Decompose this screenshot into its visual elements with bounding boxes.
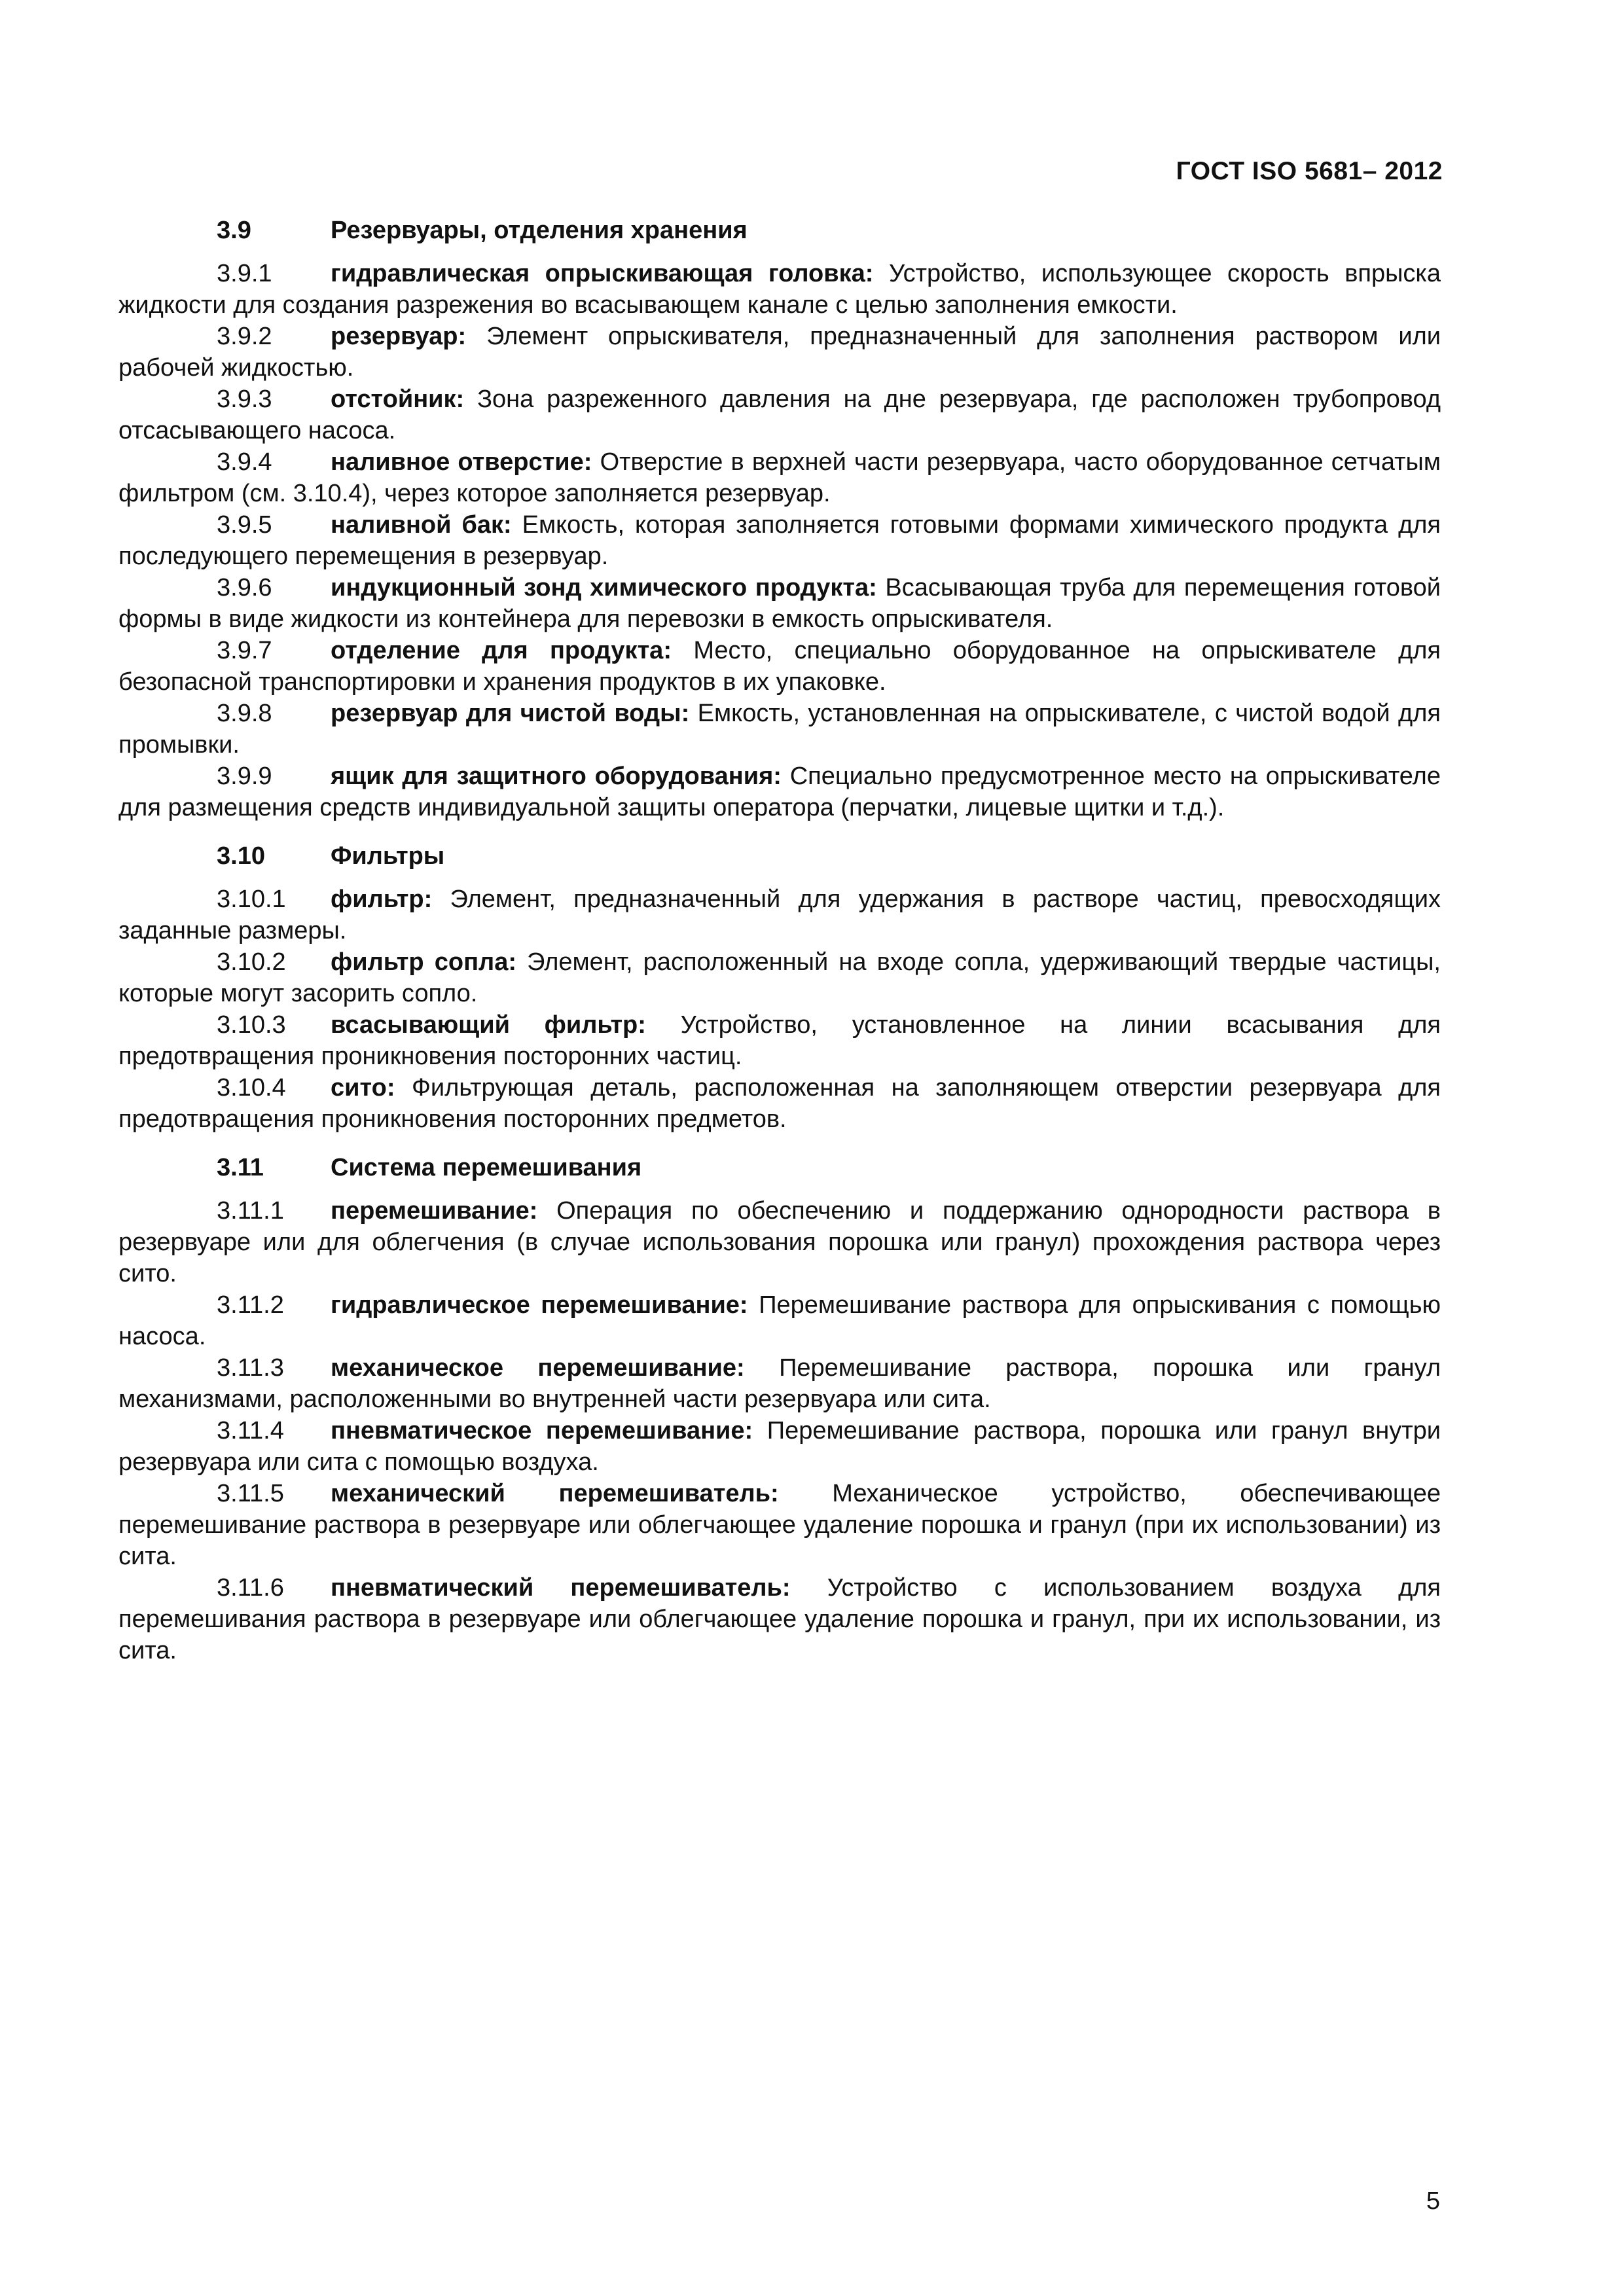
definition-entry [118, 1415, 1441, 1478]
entry-number: 3.11.4 [217, 1417, 284, 1444]
entry-term: механическое перемешивание: [331, 1354, 745, 1382]
entry-number: 3.9.2 [217, 323, 272, 350]
definition-entry [118, 884, 1441, 946]
entry-term: перемешивание: [331, 1197, 538, 1225]
definition-entry [118, 761, 1441, 823]
entry-term: индукционный зонд химического продукта: [331, 574, 877, 601]
entry-definition: Устройство с использованием воздуха для перемешивания раствора в резервуаре или облегчающее удаление порошка и гранул, при их использовании, из сита. [118, 1574, 1441, 1664]
entry-number: 3.9.1 [217, 260, 272, 287]
entry-number: 3.9.7 [217, 637, 272, 664]
entry-term: отделение для продукта: [331, 637, 672, 664]
entry-term: резервуар для чистой воды: [331, 700, 690, 727]
section-heading [118, 1152, 1441, 1183]
entry-definition: Перемешивание раствора для опрыскивания с помощью насоса. [118, 1291, 1441, 1350]
section-number: 3.11 [217, 1154, 264, 1181]
entry-number: 3.9.9 [217, 762, 272, 790]
definition-entry [118, 1478, 1441, 1572]
entry-number: 3.9.5 [217, 511, 272, 539]
page-number: 5 [1426, 2187, 1440, 2215]
entry-term: механический перемешиватель: [331, 1480, 779, 1507]
entry-definition: Элемент опрыскивателя, предназначенный для заполнения раствором или рабочей жидкостью. [118, 323, 1441, 382]
entry-number: 3.11.2 [217, 1291, 284, 1319]
entry-term: гидравлическое перемешивание: [331, 1291, 748, 1319]
entry-definition: Элемент, расположенный на входе сопла, удерживающий твердые частицы, которые могут засорить сопло. [118, 948, 1441, 1007]
sections-container [118, 215, 1441, 1666]
entry-number: 3.10.4 [217, 1074, 286, 1102]
section-number: 3.10 [217, 842, 265, 870]
entry-number: 3.11.5 [217, 1480, 284, 1507]
definition-entry [118, 384, 1441, 446]
entry-number: 3.9.6 [217, 574, 272, 601]
definition-entry [118, 1195, 1441, 1289]
definition-entry [118, 1289, 1441, 1352]
definition-entry [118, 446, 1441, 509]
definition-entry [118, 698, 1441, 761]
definition-entry [118, 258, 1441, 321]
entry-number: 3.10.2 [217, 948, 286, 976]
definition-entry [118, 1009, 1441, 1072]
definition-entry [118, 572, 1441, 635]
entry-term: фильтр сопла: [331, 948, 516, 976]
definition-entry [118, 509, 1441, 572]
section [118, 1152, 1441, 1666]
entry-number: 3.10.3 [217, 1011, 286, 1039]
entry-definition: Фильтрующая деталь, расположенная на заполняющем отверстии резервуара для предотвращения проникновения посторонних предметов. [118, 1074, 1441, 1133]
definition-entry [118, 1572, 1441, 1666]
entry-term: пневматическое перемешивание: [331, 1417, 753, 1444]
entry-term: сито: [331, 1074, 395, 1102]
document-code-header: ГОСТ ISO 5681– 2012 [1176, 157, 1443, 185]
entry-definition: Устройство, использующее скорость впрыска жидкости для создания разрежения во всасывающем канале с целью заполнения емкости. [118, 260, 1441, 319]
entry-definition: Всасывающая труба для перемещения готовой формы в виде жидкости из контейнера для перевозки в емкость опрыскивателя. [118, 574, 1441, 633]
entry-number: 3.10.1 [217, 886, 286, 913]
entry-term: ящик для защитного оборудования: [331, 762, 782, 790]
entry-term: гидравлическая опрыскивающая головка: [331, 260, 874, 287]
entry-definition: Механическое устройство, обеспечивающее перемешивание раствора в резервуаре или облегчающее удаление порошка и гранул (при их использовании) из сита. [118, 1480, 1441, 1570]
section-heading [118, 215, 1441, 246]
section-title: Фильтры [331, 842, 445, 870]
entry-definition: Перемешивание раствора, порошка или гранул механизмами, расположенными во внутренней части резервуара или сита. [118, 1354, 1441, 1413]
entry-definition: Место, специально оборудованное на опрыскивателе для безопасной транспортировки и хранения продуктов в их упаковке. [118, 637, 1441, 696]
entry-definition: Отверстие в верхней части резервуара, часто оборудованное сетчатым фильтром (см. 3.10.4), через которое заполняется резервуар. [118, 448, 1441, 507]
entry-number: 3.11.6 [217, 1574, 284, 1602]
entry-term: отстойник: [331, 386, 465, 413]
entry-number: 3.9.4 [217, 448, 272, 476]
entry-definition: Зона разреженного давления на дне резервуара, где расположен трубопровод отсасывающего насоса. [118, 386, 1441, 444]
section-number: 3.9 [217, 217, 251, 244]
entry-definition: Операция по обеспечению и поддержанию однородности раствора в резервуаре или для облегчения (в случае использования порошка или гранул) прохождения раствора через сито. [118, 1197, 1441, 1287]
entry-number: 3.11.1 [217, 1197, 284, 1225]
definition-entry [118, 635, 1441, 698]
entry-number: 3.11.3 [217, 1354, 284, 1382]
section-title: Резервуары, отделения хранения [331, 217, 748, 244]
entry-term: наливное отверстие: [331, 448, 592, 476]
section [118, 840, 1441, 1135]
section-title: Система перемешивания [331, 1154, 642, 1181]
entry-term: фильтр: [331, 886, 433, 913]
entry-definition: Перемешивание раствора, порошка или гранул внутри резервуара или сита с помощью воздуха. [118, 1417, 1441, 1476]
entry-definition: Специально предусмотренное место на опрыскивателе для размещения средств индивидуальной защиты оператора (перчатки, лицевые щитки и т.д.). [118, 762, 1441, 821]
entry-definition: Емкость, установленная на опрыскивателе, с чистой водой для промывки. [118, 700, 1441, 759]
entry-definition: Элемент, предназначенный для удержания в растворе частиц, превосходящих заданные размеры. [118, 886, 1441, 944]
section-heading [118, 840, 1441, 872]
definition-entry [118, 1352, 1441, 1415]
entry-definition: Емкость, которая заполняется готовыми формами химического продукта для последующего перемещения в резервуар. [118, 511, 1441, 570]
definition-entry [118, 946, 1441, 1009]
entry-number: 3.9.3 [217, 386, 272, 413]
entry-term: наливной бак: [331, 511, 512, 539]
entry-term: всасывающий фильтр: [331, 1011, 646, 1039]
definition-entry [118, 321, 1441, 384]
definition-entry [118, 1072, 1441, 1135]
entry-definition: Устройство, установленное на линии всасывания для предотвращения проникновения посторонних частиц. [118, 1011, 1441, 1070]
section [118, 215, 1441, 823]
entry-number: 3.9.8 [217, 700, 272, 727]
document-body [118, 215, 1441, 1666]
entry-term: резервуар: [331, 323, 467, 350]
entry-term: пневматический перемешиватель: [331, 1574, 791, 1602]
